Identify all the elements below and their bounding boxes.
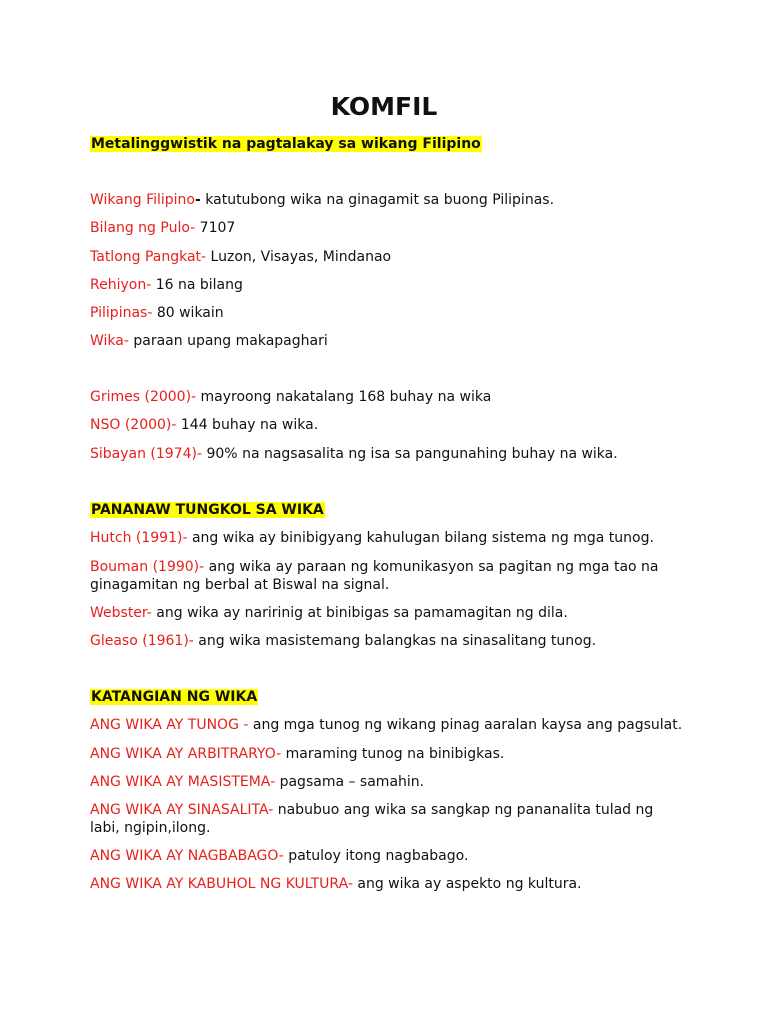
- katangian-item: [90, 773, 680, 791]
- fact-line: [90, 248, 680, 266]
- katangian-item: [90, 745, 680, 763]
- source-key: NSO (2000)-: [90, 417, 177, 433]
- source-line: [90, 388, 680, 406]
- pananaw-key: Webster-: [90, 605, 152, 621]
- fact-value: katutubong wika na ginagamit sa buong Pilipinas.: [200, 192, 555, 208]
- fact-key: Pilipinas-: [90, 305, 153, 321]
- katangian-value: pagsama – samahin.: [275, 774, 425, 790]
- fact-value: Luzon, Visayas, Mindanao: [206, 249, 392, 265]
- pananaw-value: ang wika ay paraan ng komunikasyon sa pagitan ng mga tao na ginagamitan ng berbal at Biswal na signal.: [90, 559, 659, 593]
- fact-key: Rehiyon-: [90, 277, 152, 293]
- fact-line: [90, 332, 680, 350]
- katangian-value: patuloy itong nagbabago.: [283, 848, 469, 864]
- fact-value: 16 na bilang: [151, 277, 243, 293]
- pananaw-item: [90, 604, 680, 622]
- pananaw-value: ang wika ay binibigyang kahulugan bilang sistema ng mga tunog.: [187, 530, 654, 546]
- source-line: [90, 445, 680, 463]
- katangian-value: nabubuo ang wika sa sangkap ng pananalita tulad ng labi, ngipin,ilong.: [90, 802, 654, 836]
- document-subtitle: [90, 136, 482, 153]
- pananaw-item: [90, 558, 675, 594]
- pananaw-key: Hutch (1991)-: [90, 530, 188, 546]
- source-value: 144 buhay na wika.: [176, 417, 319, 433]
- fact-separator: -: [195, 192, 201, 208]
- katangian-value: ang mga tunog ng wikang pinag aaralan kaysa ang pagsulat.: [248, 717, 683, 733]
- fact-key: Bilang ng Pulo-: [90, 220, 196, 236]
- katangian-value: maraming tunog na binibigkas.: [281, 746, 505, 762]
- pananaw-key: Gleaso (1961)-: [90, 633, 194, 649]
- fact-line: [90, 191, 680, 209]
- katangian-item: [90, 801, 670, 837]
- fact-line: [90, 304, 680, 322]
- fact-key: Wikang Filipino: [90, 192, 195, 208]
- fact-value: 7107: [195, 220, 236, 236]
- katangian-key: ANG WIKA AY KABUHOL NG KULTURA-: [90, 876, 353, 892]
- fact-value: paraan upang makapaghari: [128, 333, 328, 349]
- pananaw-value: ang wika ay naririnig at binibigas sa pamamagitan ng dila.: [151, 605, 568, 621]
- fact-key: Tatlong Pangkat-: [90, 249, 207, 265]
- document-title: KOMFIL: [330, 92, 438, 121]
- subtitle-highlight: Metalinggwistik na pagtalakay sa wikang Filipino: [91, 136, 481, 152]
- source-key: Grimes (2000)-: [90, 389, 197, 405]
- pananaw-item: [90, 632, 680, 650]
- katangian-item: [90, 875, 680, 893]
- katangian-key: ANG WIKA AY NAGBABAGO-: [90, 848, 284, 864]
- source-line: [90, 416, 680, 434]
- katangian-key: ANG WIKA AY MASISTEMA-: [90, 774, 276, 790]
- fact-value: 80 wikain: [152, 305, 224, 321]
- heading-highlight: PANANAW TUNGKOL SA WIKA: [91, 502, 324, 518]
- source-value: 90% na nagsasalita ng isa sa pangunahing buhay na wika.: [202, 446, 618, 462]
- katangian-item: [90, 716, 683, 734]
- section-heading-katangian: [90, 689, 258, 706]
- pananaw-key: Bouman (1990)-: [90, 559, 205, 575]
- fact-key: Wika-: [90, 333, 129, 349]
- katangian-item: [90, 847, 680, 865]
- source-value: mayroong nakatalang 168 buhay na wika: [196, 389, 492, 405]
- section-heading-pananaw: [90, 502, 325, 519]
- pananaw-item: [90, 529, 680, 547]
- fact-line: [90, 276, 680, 294]
- katangian-key: ANG WIKA AY TUNOG -: [90, 717, 249, 733]
- katangian-key: ANG WIKA AY SINASALITA-: [90, 802, 274, 818]
- katangian-value: ang wika ay aspekto ng kultura.: [352, 876, 582, 892]
- pananaw-value: ang wika masistemang balangkas na sinasalitang tunog.: [193, 633, 597, 649]
- source-key: Sibayan (1974)-: [90, 446, 203, 462]
- katangian-key: ANG WIKA AY ARBITRARYO-: [90, 746, 282, 762]
- heading-highlight: KATANGIAN NG WIKA: [91, 689, 258, 705]
- fact-line: [90, 219, 680, 237]
